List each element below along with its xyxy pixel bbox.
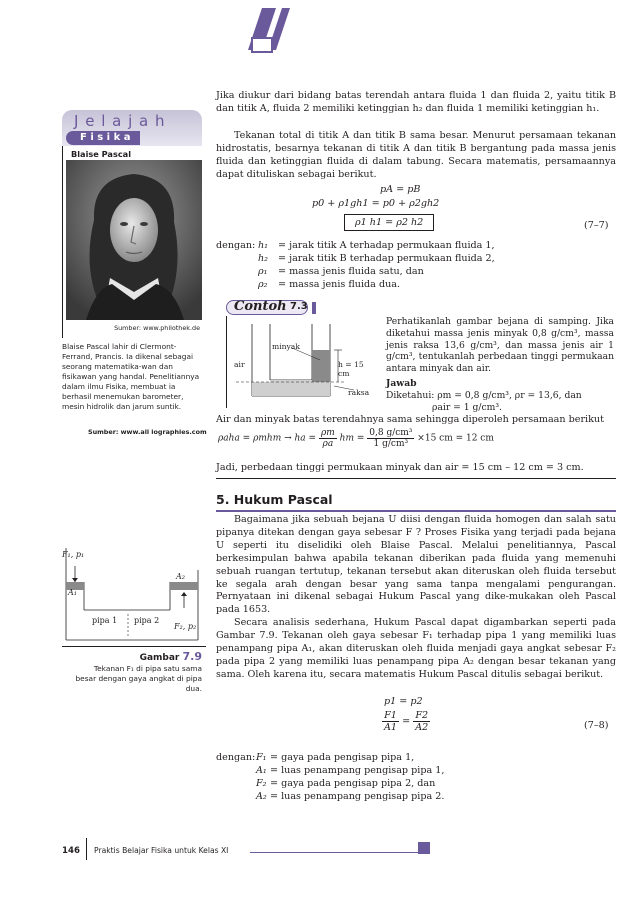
equation-p1-p2: p1 = p2 <box>384 696 423 707</box>
gambar-number: 7.9 <box>182 650 202 663</box>
portrait-source: Sumber: www.philothek.de <box>114 324 200 332</box>
contoh-conclusion: Jadi, perbedaan tinggi permukaan minyak dan air = 15 cm – 12 cm = 3 cm. <box>216 462 584 473</box>
equation-number-7-8: (7–8) <box>584 720 609 731</box>
label-pipa2: pipa 2 <box>134 616 160 625</box>
jelajah-fisika-box <box>62 110 202 146</box>
label-f1-p1: F₁, p₁ <box>62 550 85 559</box>
paragraph-2: Tekanan total di titik A dan titik B sama besar. Menurut persamaan tekanan hidrostatis, besarnya tekanan di titik A dan titik B bergantung pada massa jenis fluida dan ketinggian fluida di dalam tabung. Secara matematis, persamaannya dapat dituliskan sebagai berikut. <box>216 130 616 180</box>
equation-hydrostatic: p0 + ρ1gh1 = p0 + ρ2gh2 <box>312 198 440 209</box>
footer-square-icon <box>418 840 432 856</box>
definition-row: F₁ = gaya pada pengisap pipa 1, <box>256 752 415 763</box>
label-h-15cm: h = 15 cm <box>338 360 364 378</box>
blaise-pascal-portrait <box>66 160 202 320</box>
definition-row: h₂ = jarak titik B terhadap permukaan fluida 2, <box>258 252 495 264</box>
section-5-paragraph-2: Secara analisis sederhana, Hukum Pascal dapat digambarkan seperti pada Gambar 7.9. Tekanan oleh gaya sebesar F₁ terhadap pipa 1 yang memiliki luas penampang pipa A₁, akan diteruskan oleh fluida menjadi gaya angkat sebesar F₂ pada pipa 2 yang memiliki luas penampang pipa A₂ dengan besar tekanan yang sama. Oleh karena itu, secara matematis Hukum Pascal ditulis sebagai berikut. <box>216 617 616 680</box>
equation-number-7-7: (7–7) <box>584 220 609 231</box>
equation-7-7-box: ρ1 h1 = ρ2 h2 <box>344 214 434 231</box>
footer-rule <box>250 852 418 853</box>
gambar-word: Gambar <box>139 653 180 663</box>
contoh-number: 7.3 <box>290 301 308 312</box>
contoh-figure <box>234 320 374 400</box>
definition-row: ρ₂ = massa jenis fluida dua. <box>258 278 401 290</box>
definition-row: h₁ = jarak titik A terhadap permukaan fluida 1, <box>258 240 495 251</box>
section-5-paragraph-1: Bagaimana jika sebuah bejana U diisi dengan fluida homogen dan salah satu pipanya ditekan dengan gaya sebesar F ? Proses Fisika yang terjadi pada bejana U seperti itu diselidiki oleh Blaise Pascal. Melalui penelitiannya, Pascal berkesimpulan bahwa apabila tekanan diberikan pada fluida yang memenuhi sebuah ruangan tertutup, tekanan tersebut akan diteruskan oleh fluida tersebut ke segala arah dengan besar yang sama tanpa mengalami pengurangan. Pernyataan ini dikenal sebagai Hukum Pascal yang dike-mukakan oleh Pascal pada 1653. <box>216 514 616 616</box>
header-decoration <box>0 0 638 62</box>
definition-row: A₂ = luas penampang pengisap pipa 2. <box>256 790 445 802</box>
figure-7-9 <box>62 548 206 644</box>
contoh-calculation: ρaha = ρmhm → ha = $\frac{\rho m}{\rho a}$ hm = $\frac{\text{0,8 g/cm³}}{\text{1 g/cm³}}$ ×15 cm = 12 cm <box>218 428 494 449</box>
definition-row: F₂ = gaya pada pengisap pipa 2, dan <box>256 777 436 789</box>
definitions-list-1 <box>258 240 598 292</box>
label-raksa: raksa <box>348 388 370 397</box>
figure-caption-label <box>106 650 202 663</box>
paragraph-1: Jika diukur dari bidang batas terendah antara fluida 1 dan fluida 2, yaitu titik B dan titik A, fluida 2 memiliki ketinggian h₂ dan fluida 1 memiliki ketinggian h₁. <box>216 90 616 114</box>
portrait-box <box>62 146 202 338</box>
fisika-subtitle: F i s i k a <box>80 132 131 143</box>
contoh-diketahui: Diketahui: ρm = 0,8 g/cm³, ρr = 13,6, dan <box>386 390 582 401</box>
contoh-bottom-rule <box>216 478 616 479</box>
label-f2-p2: F₂, p₂ <box>174 622 197 631</box>
book-title: Praktis Belajar Fisika untuk Kelas XI <box>94 846 229 855</box>
contoh-problem: Perhatikanlah gambar bejana di samping. Jika diketahui massa jenis minyak 0,8 g/cm³, massa jenis raksa 13,6 g/cm³, dan massa jenis air 1 g/cm³, tentukanlah perbedaan tinggi permukaan antara minyak dan air. <box>386 316 614 375</box>
footer-divider <box>86 838 87 860</box>
definition-row: A₁ = luas penampang pengisap pipa 1, <box>256 764 445 776</box>
pascal-bio: Blaise Pascal lahir di Clermont-Ferrand, Prancis. Ia dikenal sebagai seorang matematika-wan dan fisikawan yang handal. Penelitiannya dalam ilmu Fisika, membuat ia berhasil menemukan barometer, mesin hidrolik dan jarum suntik. <box>62 342 200 411</box>
label-a2: A₂ <box>176 572 185 581</box>
contoh-explanation: Air dan minyak batas terendahnya sama sehingga diperoleh persamaan berikut <box>216 414 604 425</box>
portrait-title: Blaise Pascal <box>71 149 132 159</box>
header-slash-icon <box>0 0 638 62</box>
label-pipa1: pipa 1 <box>92 616 118 625</box>
dengan-label-1: dengan: <box>216 240 256 251</box>
label-minyak: minyak <box>272 342 300 351</box>
contoh-left-rule <box>226 316 227 408</box>
bio-source: Sumber: www.all iographies.com <box>88 428 207 436</box>
dengan-label-2: dengan: <box>216 752 256 763</box>
definition-row: ρ₁ = massa jenis fluida satu, dan <box>258 265 424 277</box>
contoh-diketahui-2: ρair = 1 g/cm³. <box>432 402 502 413</box>
section-5-heading: 5. Hukum Pascal <box>216 492 333 507</box>
section-5-heading-rule <box>216 510 616 512</box>
label-air: air <box>234 360 245 369</box>
definitions-list-2 <box>256 752 596 804</box>
contoh-jawab: Jawab <box>386 378 417 389</box>
contoh-header <box>216 298 376 316</box>
page-number: 146 <box>62 846 80 856</box>
figure-caption-text: Tekanan F₁ di pipa satu sama besar dengan gaya angkat di pipa dua. <box>75 664 202 693</box>
equation-pa-pb: pA = pB <box>380 184 421 195</box>
figure-caption-line <box>62 646 206 647</box>
equation-7-8: $\frac{F1}{A1}$ = $\frac{F2}{A2}$ <box>384 710 429 733</box>
label-a1: A₁ <box>68 588 77 597</box>
jelajah-title: J e l a j a h <box>74 112 166 130</box>
contoh-label: Contoh <box>234 299 287 314</box>
